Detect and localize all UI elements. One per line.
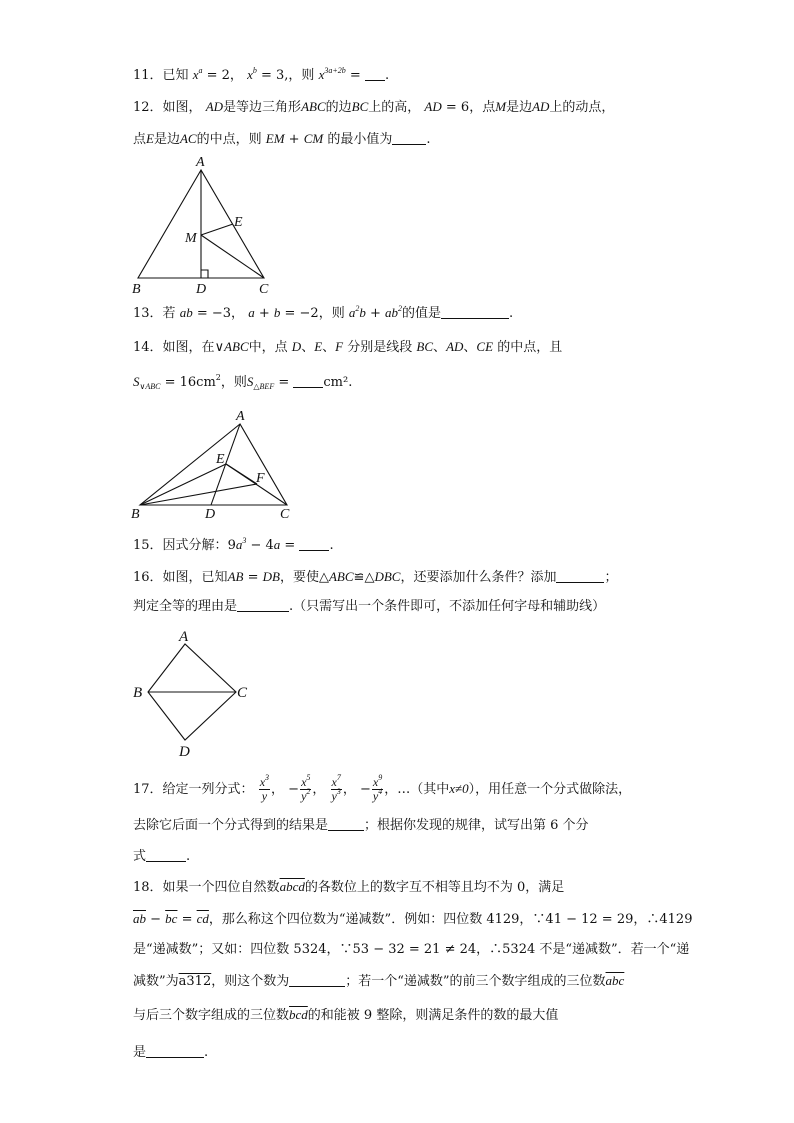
question-18-line-1: 18．如果一个四位自然数abcd的各数位上的数字互不相等且均不为 0，满足 [133,879,565,895]
label-E: E [234,215,243,230]
label-B: B [131,507,140,522]
question-13: 13．若 ab = −3， a + b = −2，则 $a^2b + ab^2$的值是 . [133,304,514,321]
answer-blank[interactable] [146,1045,204,1058]
answer-blank[interactable] [328,818,364,831]
question-14-line-1: 14．如图，在∨ABC中，点 D、E、F 分别是线段 BC、AD、CE 的中点，且 [133,339,563,355]
question-18-line-4: 减数”为a312，则这个数为 ；若一个“递减数”的前三个数字组成的三位数$\overline{abc}$ [133,973,625,989]
label-M: M [185,231,197,246]
label-A: A [196,155,205,170]
question-18-line-3: 是“递减数”；又如：四位数 5324，∵53 − 32 = 21 ≠ 24，∴5324 不是“递减数”．若一个“递 [133,942,690,957]
question-16-line-2: 判定全等的理由是 .（只需写出一个条件即可，不添加任何字母和辅助线） [133,599,606,614]
question-18-line-5: 与后三个数字组成的三位数$\overline{bcd}$的和能被 9 整除，则满足条件的数的最大值 [133,1007,559,1023]
label-C: C [259,282,269,297]
answer-blank[interactable] [146,849,186,862]
question-12-line-2: 点E是边AC的中点，则 EM + CM 的最小值为 . [133,131,431,147]
question-12-line-1: 12．如图， AD是等边三角形ABC的边BC上的高， AD = 6，点M是边AD上的动点， [133,99,615,115]
label-C: C [237,685,248,701]
question-17-line-2: 去除它后面一个分式得到的结果是 ；根据你发现的规律，试写出第 6 个分 [133,818,589,833]
label-D: D [196,282,207,297]
question-14-line-2: $S_{\vee ABC} = 16cm^2$，则$S_{\triangle BEF} = cm^2$. [133,373,353,391]
label-E: E [216,452,225,467]
label-C: C [280,507,290,522]
question-17-line-3: 式 . [133,849,191,864]
label-A: A [179,629,189,645]
question-16-line-1: 16．如图，已知AB = DB，要使△ABC≌△DBC，还要添加什么条件？添加 ； [133,569,618,585]
answer-blank[interactable] [289,974,345,987]
label-B: B [132,282,141,297]
label-B: B [133,685,143,701]
label-D: D [205,507,216,522]
label-D: D [179,744,190,760]
question-15: 15．因式分解：$9a^3 - 4a$ = . [133,536,334,553]
label-A: A [236,409,245,424]
label-F: F [256,471,265,486]
question-17-line-1: 17．给定一列分式： $\frac{x^3}{y}$ ， − $\frac{x^5}{y^2}$ ， $\frac{x^7}{y^3}$ ， − $\frac{x^9}{y^4}$ ，…（其中x≠0），用任意一个分式做除法， [133,773,632,803]
question-11: 11．已知 $x^a = 2$， $x^b = 3$,，则 $x^{3a+2b}$ = . [133,66,390,83]
question-18-line-2: $\overline{ab} - \overline{bc} = \overline{cd}$，那么称这个四位数为“递减数”．例如：四位数 4129，∵41 − 12 = 29，∴4129 [133,911,693,927]
question-18-line-6: 是 . [133,1045,209,1060]
